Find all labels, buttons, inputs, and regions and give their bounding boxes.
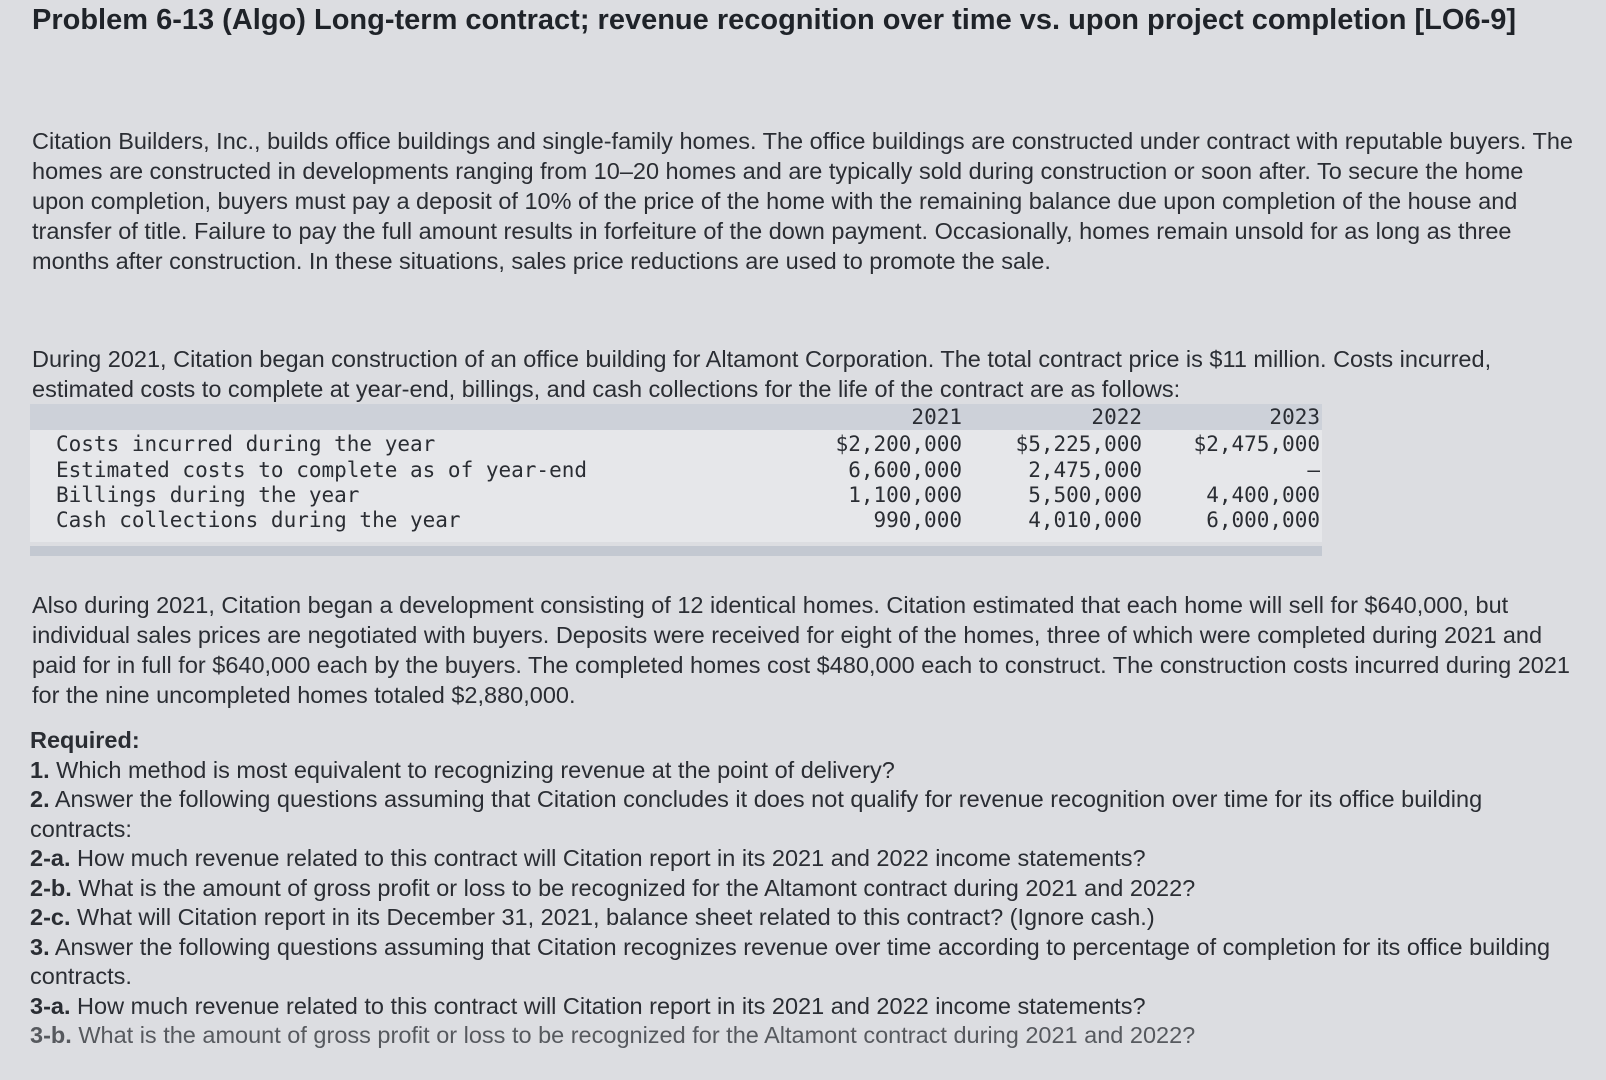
question-text: Answer the following questions assuming that Citation recognizes revenue over time according to percentage of completion for its office building contracts. <box>30 933 1551 989</box>
table-cell: $2,200,000 <box>835 432 962 456</box>
question-item <box>30 756 1580 786</box>
table-cell: 1,100,000 <box>848 483 962 507</box>
problem-title: Problem 6-13 (Algo) Long-term contract; revenue recognition over time vs. upon project completion [LO6-9] <box>32 4 1517 36</box>
table-cell: 4,400,000 <box>1206 483 1320 507</box>
question-number: 3-b. <box>30 1022 72 1048</box>
question-number: 2. <box>30 786 50 812</box>
table-cell: $2,475,000 <box>1193 432 1320 456</box>
question-item <box>30 785 1580 844</box>
question-item <box>30 933 1580 992</box>
question-number: 1. <box>30 756 50 783</box>
table-cell: $5,225,000 <box>1015 432 1142 456</box>
contract-data-table <box>30 404 1322 564</box>
question-text: What is the amount of gross profit or loss to be recognized for the Altamont contract during 2021 and 2022? <box>78 874 1196 901</box>
question-number: 3. <box>30 933 50 960</box>
question-text: How much revenue related to this contract will Citation report in its 2021 and 2022 income statements? <box>77 992 1146 1019</box>
table-cell: 2,475,000 <box>1028 458 1142 482</box>
row-label-estimated-costs: Estimated costs to complete as of year-end <box>56 458 588 482</box>
question-item <box>30 874 1580 904</box>
row-label-cash-collections: Cash collections during the year <box>56 508 461 532</box>
question-text: How much revenue related to this contract will Citation report in its 2021 and 2022 income statements? <box>77 845 1146 871</box>
table-footer-bar <box>30 546 1322 556</box>
question-number: 2-c. <box>30 904 71 930</box>
table-cell: 6,000,000 <box>1206 508 1320 532</box>
year-header-2021: 2021 <box>911 405 962 429</box>
row-label-billings: Billings during the year <box>56 483 360 507</box>
question-item <box>30 844 1580 874</box>
question-number: 2-b. <box>30 874 72 901</box>
question-item <box>30 1021 1580 1051</box>
question-text: What is the amount of gross profit or loss to be recognized for the Altamont contract during 2021 and 2022? <box>78 1022 1196 1048</box>
question-number: 2-a. <box>30 845 71 871</box>
question-text: What will Citation report in its December 31, 2021, balance sheet related to this contract? (Ignore cash.) <box>77 904 1155 930</box>
required-section <box>30 726 1580 1051</box>
intro-paragraph: Citation Builders, Inc., builds office buildings and single-family homes. The office buildings are constructed under contract with reputable buyers. The homes are constructed in developments ranging from 10–20 homes and are typically sold during construction or soon after. To secure the home upon completion, buyers must pay a deposit of 10% of the price of the home with the remaining balance due upon completion of the house and transfer of title. Failure to pay the full amount results in forfeiture of the down payment. Occasionally, homes remain unsold for as long as three months after construction. In these situations, sales price reductions are used to promote the sale. <box>32 128 1573 274</box>
homes-paragraph: Also during 2021, Citation began a development consisting of 12 identical homes. Citation estimated that each home will sell for $640,000, but individual sales prices are negotiated with buyers. Deposits were received for eight of the homes, three of which were completed during 2021 and paid for in full for $640,000 each by the buyers. The completed homes cost $480,000 each to construct. The construction costs incurred during 2021 for the nine uncompleted homes totaled $2,880,000. <box>32 592 1570 708</box>
question-number: 3-a. <box>30 992 71 1019</box>
required-heading: Required: <box>30 727 140 753</box>
table-cell: 4,010,000 <box>1028 508 1142 532</box>
row-label-costs-incurred: Costs incurred during the year <box>56 432 436 456</box>
year-header-2022: 2022 <box>1091 405 1142 429</box>
question-text: Which method is most equivalent to recognizing revenue at the point of delivery? <box>56 756 895 783</box>
year-header-2023: 2023 <box>1269 405 1320 429</box>
contract-paragraph: During 2021, Citation began construction of an office building for Altamont Corporation. The total contract price is $11 million. Costs incurred, estimated costs to complete at year-end, billings, and cash collections for the life of the contract are as follows: <box>32 346 1492 402</box>
question-text: Answer the following questions assuming that Citation concludes it does not qualify for revenue recognition over time for its office building contracts: <box>30 786 1483 842</box>
question-item <box>30 992 1580 1022</box>
table-cell: 990,000 <box>873 508 962 532</box>
table-cell: 6,600,000 <box>848 458 962 482</box>
table-cell: 5,500,000 <box>1028 483 1142 507</box>
table-cell: – <box>1307 458 1320 482</box>
question-item <box>30 903 1580 933</box>
